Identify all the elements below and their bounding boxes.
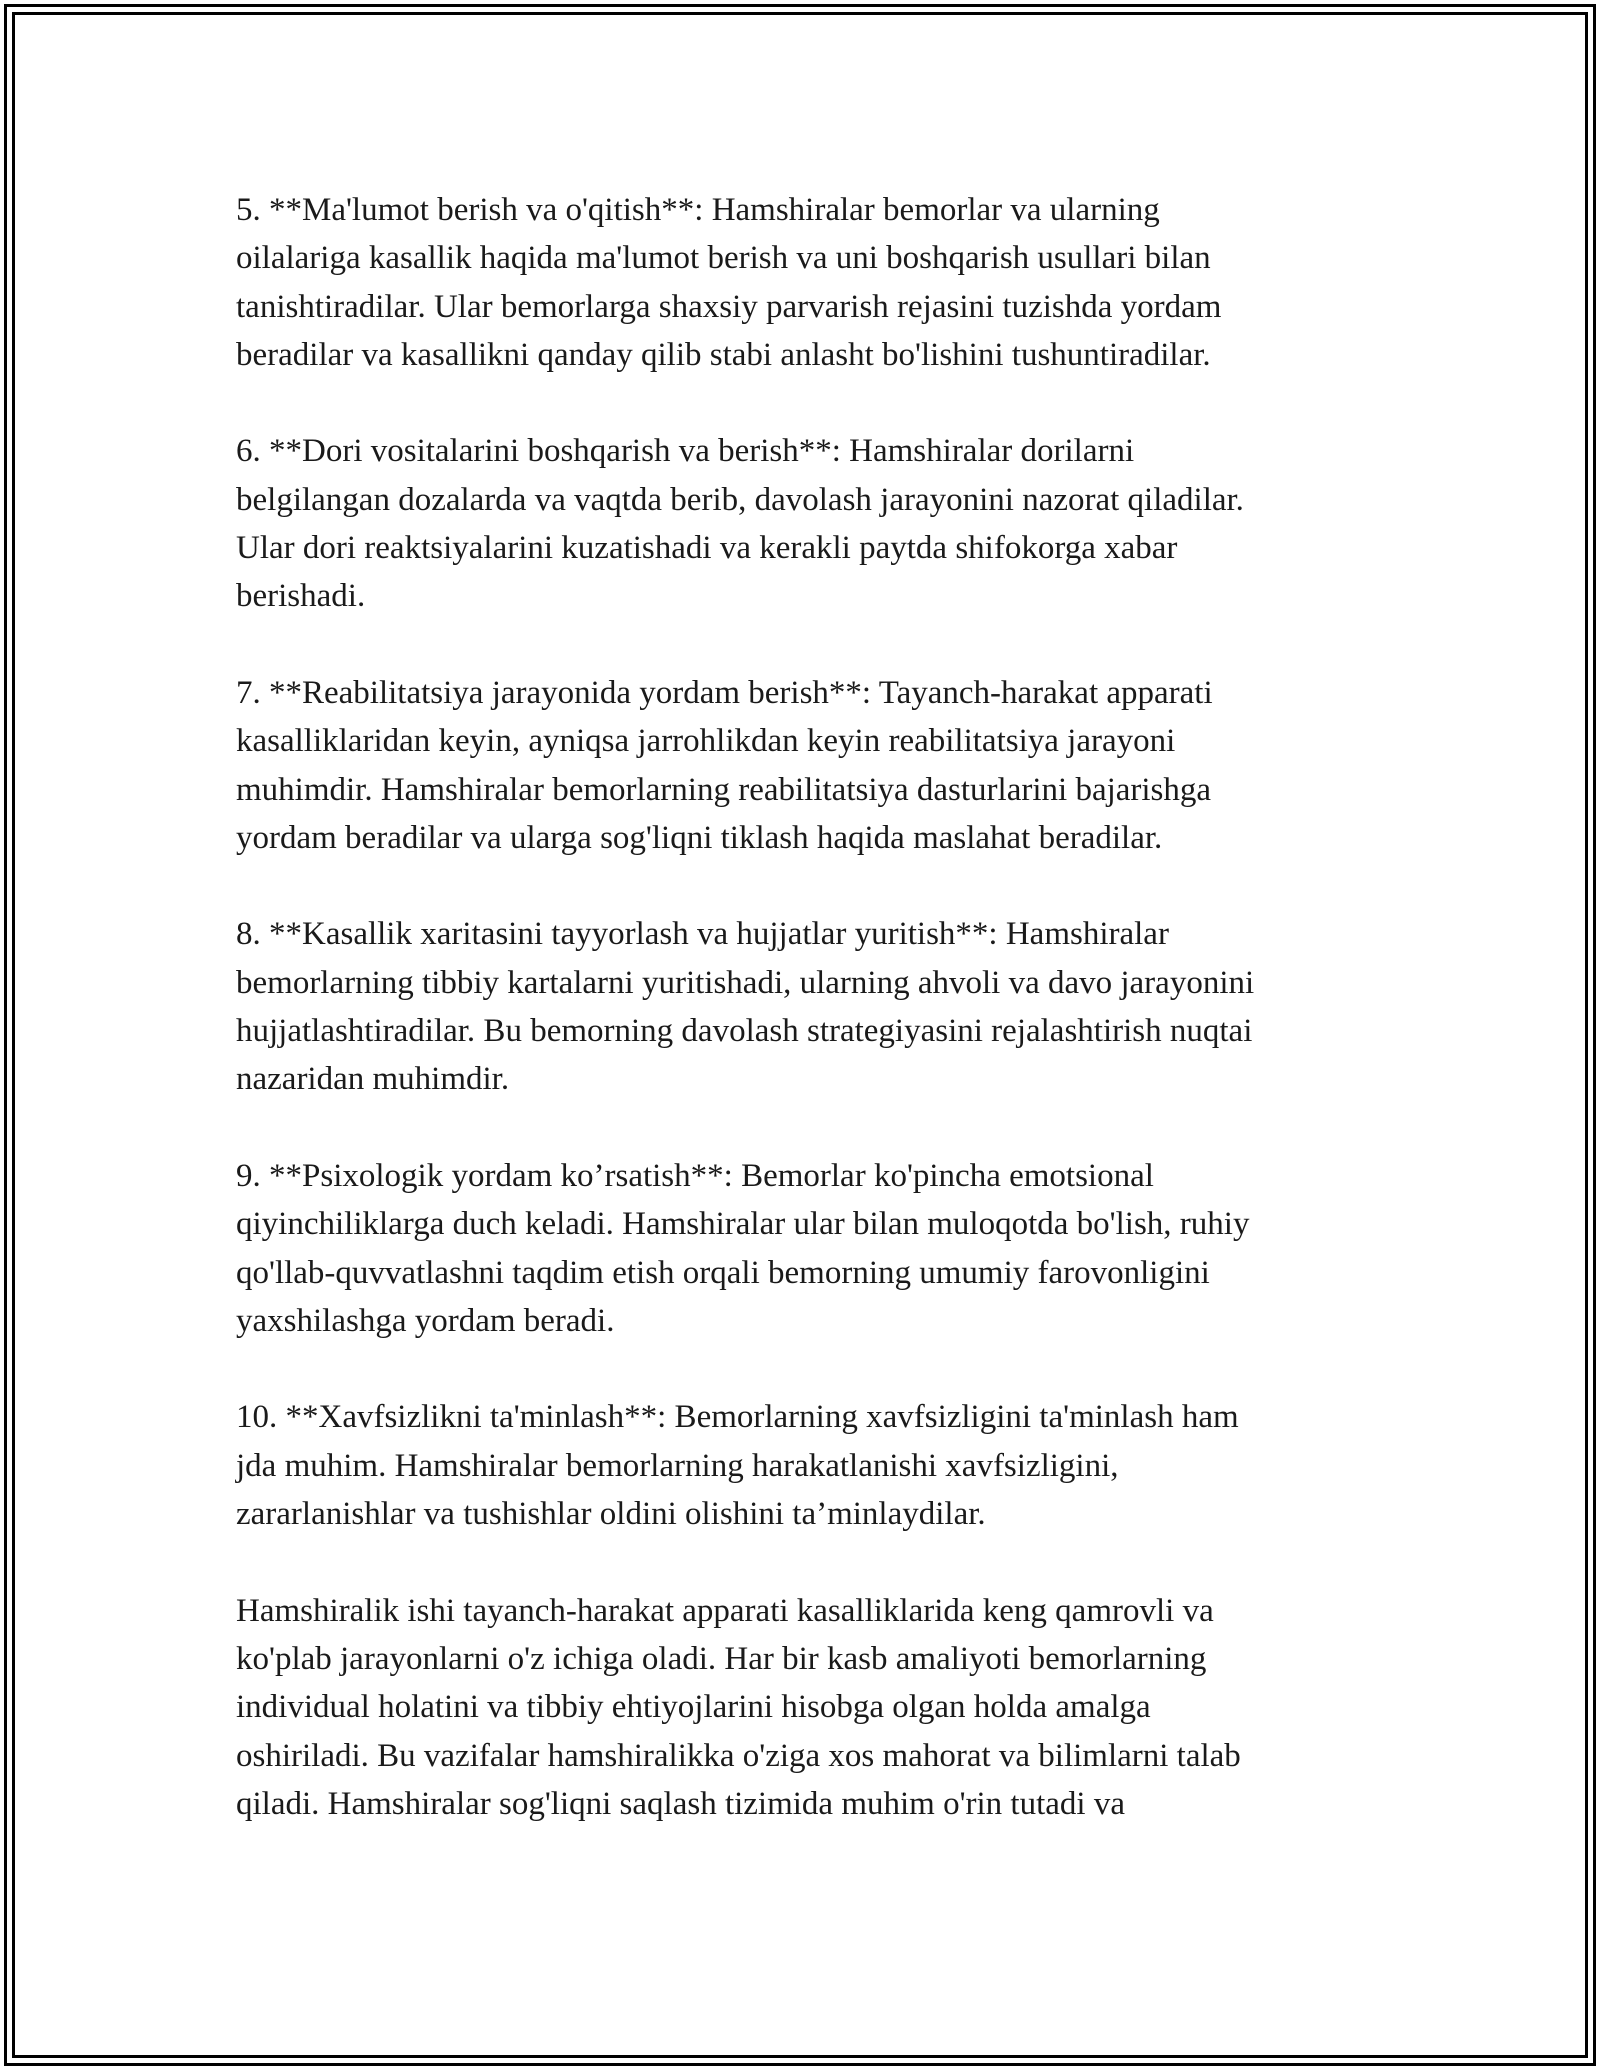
paragraph-item-7: 7. **Reabilitatsiya jarayonida yordam berish**: Tayanch-harakat apparati kasalliklaridan keyin, ayniqsa jarrohlikdan keyin reabilitatsiya jarayoni muhimdir. Hamshiralar bemorlarning reabilitatsiya dasturlarini bajarishga yordam beradilar va ularga sog'liqni tiklash haqida maslahat beradilar. (236, 674, 1213, 856)
paragraph-item-6: 6. **Dori vositalarini boshqarish va berish**: Hamshiralar dorilarni belgilangan dozalarda va vaqtda berib, davolash jarayonini nazorat qiladilar. Ular dori reaktsiyalarini kuzatishadi va kerakli paytda shifokorga xabar berishadi. (236, 433, 1244, 615)
paragraph-item-5: 5. **Ma'lumot berish va o'qitish**: Hamshiralar bemorlar va ularning oilalariga kasallik haqida ma'lumot berish va uni boshqarish usullari bilan tanishtiradilar. Ular bemorlarga shaxsiy parvarish rejasini tuzishda yordam beradilar va kasallikni qanday qilib stabi anlasht bo'lishini tushuntiradilar. (236, 192, 1222, 373)
paragraph-item-8: 8. **Kasallik xaritasini tayyorlash va hujjatlar yuritish**: Hamshiralar bemorlarning tibbiy kartalarni yuritishadi, ularning ahvoli va davo jarayonini hujjatlashtiradilar. Bu bemorning davolash strategiyasini rejalashtirish nuqtai nazaridan muhimdir. (236, 916, 1255, 1098)
paragraph-conclusion: Hamshiralik ishi tayanch-harakat apparati kasalliklarida keng qamrovli va ko'plab jarayonlarni o'z ichiga oladi. Har bir kasb amaliyoti bemorlarning individual holatini va tibbiy ehtiyojlarini hisobga olgan holda amalga oshiriladi. Bu vazifalar hamshiralikka o'ziga xos mahorat va bilimlarni talab qiladi. Hamshiralar sog'liqni saqlash tizimida muhim o'rin tutadi va (236, 1592, 1241, 1822)
paragraph-item-10: 10. **Xavfsizlikni ta'minlash**: Bemorlarning xavfsizligini ta'minlash ham jda muhim. Hamshiralar bemorlarning harakatlanishi xavfsizligini, zararlanishlar va tushishlar oldini olishini ta’minlaydilar. (236, 1399, 1239, 1533)
paragraph-item-9: 9. **Psixologik yordam ko’rsatish**: Bemorlar ko'pincha emotsional qiyinchiliklarga duch keladi. Hamshiralar ular bilan muloqotda bo'lish, ruhiy qo'llab-quvvatlashni taqdim etish orqali bemorning umumiy farovonligini yaxshilashga yordam beradi. (236, 1157, 1250, 1339)
document-body (236, 186, 1396, 1828)
